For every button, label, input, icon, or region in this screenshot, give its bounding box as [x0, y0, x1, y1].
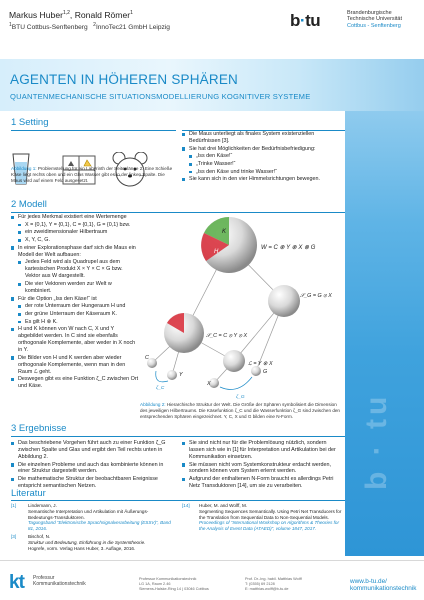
list-item: Das beschriebene Vorgehen führt auch zu einer Funktion ζ_G zwischen Spalte und Glas und ergibt den Teil rechts unten in Abbildung 2. — [11, 440, 171, 461]
list-item: Die vier Vektoren werden zur Welt w kombiniert. — [11, 281, 139, 295]
label-zg: ζ_G — [236, 395, 245, 400]
label-k: K — [222, 229, 227, 235]
list-item: Die Bilder von H und K werden aber wieder orthogonale Komplemente, wenn man in den Raum ℒ geht. — [11, 355, 139, 376]
btu-logo-text: Brandenburgische Technische Universität Cottbus - Senftenberg — [347, 10, 403, 29]
label-sc: 𝒮_C = C ⊗ Y ⊗ X — [206, 333, 248, 339]
footer-contact: Prof. Dr.-Ing. habil. Matthias Wolff T: (0355) 69 2128 E: matthias.wolff@b-tu.de — [245, 577, 302, 591]
list-item: Die Maus unterliegt als finales System existenziellen Bedürfnissen [3]. — [182, 131, 342, 145]
list-item: X, Y, C, G. — [11, 237, 139, 244]
list-item: Jedes Feld wird als Quadrupel aus dem kartesischen Produkt X × Y × C × G bzw. Vektor aus W dargestellt. — [11, 259, 139, 280]
list-item: Sie hat drei Möglichkeiten der Bedürfnisbefriedigung: — [182, 146, 342, 153]
author-line: Markus Huber$^{1,2}$, Ronald Römer$^1$ — [9, 10, 133, 20]
chair-name: Professur Kommunikationstechnik — [33, 575, 86, 588]
sphere-sg — [268, 285, 300, 317]
section-title-setting: 1 Setting — [11, 117, 49, 128]
figure-2-caption: Abbildung 2: Hierarchische Struktur der Welt. Die Größe der Sphären symbolisiert die Dimension des jeweiligen Hilbertraums. Die Käsefunktion ζ_C und die Wasserfunktion ζ_G sind zwischen den entsprechenden Sphären eingezeichnet. Y, C, X und G bilden eine N-Form. — [140, 402, 340, 419]
model-bullets — [11, 214, 139, 391]
label-l: ℒ = Y ⊗ X — [248, 361, 273, 367]
sphere-l — [223, 350, 245, 372]
sphere-g — [251, 366, 261, 376]
list-item: In einer Explorationsphase darf sich die Maus ein Modell der Welt aufbauen: — [11, 245, 139, 259]
setting-bullets — [182, 131, 342, 184]
btu-logo — [290, 9, 415, 49]
label-h: H — [214, 249, 219, 255]
sphere-w — [201, 217, 257, 273]
list-item: Für jedes Merkmal existiert eine Wertemenge — [11, 214, 139, 221]
results-left-bullets — [11, 440, 171, 491]
list-item: der rote Unterraum der Hungeraum H und — [11, 303, 139, 310]
list-item: Für die Option „Iss den Käse!“ ist — [11, 296, 139, 303]
footer-rule — [0, 560, 424, 561]
section-rule — [11, 500, 345, 501]
sphere-sc — [164, 313, 204, 353]
list-item: „Iss den Käse!“ — [182, 153, 342, 160]
website-link[interactable]: www.b-tu.de/ kommunikationstechnik — [350, 578, 417, 593]
poster-title: AGENTEN IN HÖHEREN SPHÄREN — [10, 72, 238, 87]
btu-logo-mark: b·tu — [290, 11, 321, 30]
list-item: Sie kann sich in den vier Himmelsrichtungen bewegen. — [182, 176, 342, 183]
section-title-results: 3 Ergebnisse — [11, 423, 67, 434]
list-item: X = {0,1}, Y = {0,1}, C = {0,1}, G = {0,1} bzw. — [11, 222, 139, 229]
figure-1-caption: Abbildung 1: Problemstellung für ein Labyrinth der Seitenlänge 2: Eine Schieße Käse liegt rechts oben und ein Glas Wasser gibt es in der linken Spalte. Die Maus wird auf einem Feld ausgesetzt. — [11, 166, 173, 183]
label-sg: 𝒮_G = G ⊗ X — [300, 293, 332, 299]
reference-item: [1] Lindemann, J. Semantische Interpretation und Artikulation mit Äußerungs-Bedeutungs-Transduktoren. Tagungsband “Elektronische Sprachsignalverarbeitung (ESSV)”, Band 81, 2016. — [11, 503, 171, 532]
reference-item: [3] Bischof, N. Struktur und Bedeutung, Einführung in die Systemtheorie. Hogrefe, vorm. Verlag Hans Huber, 3. Auflage, 2016. — [11, 534, 146, 551]
list-item: Sie müssen nicht vom Systemkonstrukteur erdacht werden, sondern können vom System erlernt werden. — [182, 462, 342, 476]
list-item: Die einzelnen Probleme und auch das kombinierte können in einer Struktur dargestellt werden. — [11, 462, 171, 476]
label-w: W = C ⊗ Y ⊗ X ⊗ G — [261, 245, 316, 251]
poster-subtitle: QUANTENMECHANISCHE SITUATIONSMODELLIERUNG KOGNITIVER SYSTEME — [10, 92, 311, 101]
list-item: „Iss den Käse und trinke Wasser!“ — [182, 169, 342, 176]
hierarchy-diagram — [134, 213, 349, 401]
sphere-y — [167, 370, 177, 380]
label-zc: ζ_C — [156, 386, 165, 391]
list-item: Sie sind nicht nur für die Problemlösung nützlich, sondern lassen sich wie in [1] für Interpretation und Artikulation bei der Kommunikation einsetzen. — [182, 440, 342, 461]
section-title-literature: Literatur — [11, 488, 46, 499]
label-y: Y — [179, 372, 183, 378]
list-item: H und K können von W nach C, X und Y abgebildet werden. In C sind sie ebenfalls orthogonale Komplemente, aber weder in X noch in Y. — [11, 326, 139, 354]
section-rule — [11, 436, 345, 437]
list-item: Aufgrund der enthaltenen N-Form braucht es allerdings Petri Netz Transduktoren [14], um sie zu verarbeiten. — [182, 476, 342, 490]
reference-item: [14] Huber, M. and Wolff, M. Segmenting Sequences Semantically. Using Petri Net Transducers for the Translation from Sequential Data to Non-Sequential Models. Proceedings of “International Workshop on Algorithms & Theories for the Analysis of Event Data (ATAED)”, volume 1847, 2017. — [182, 503, 342, 532]
list-item: Die mathematische Struktur der beobachtbaren Ereignisse entspricht semantischen Netzen. — [11, 476, 171, 490]
affiliation-line: $^1$BTU Cottbus-Senftenberg $^2$InnoTec21 GmbH Leipzig — [9, 22, 170, 32]
list-item: „Trinke Wasser!“ — [182, 161, 342, 168]
label-g: G — [263, 369, 268, 375]
results-right-bullets — [182, 440, 342, 491]
zg-arc — [220, 377, 252, 389]
kt-logo: kt — [9, 572, 24, 593]
footer-address: Professur Kommunikationstechnik LG 1A, Raum 2.46 Siemens-Halske-Ring 14 | 03046 Cottbus — [139, 577, 209, 591]
section-title-model: 2 Modell — [11, 199, 47, 210]
label-c: C — [145, 355, 149, 361]
label-x: X — [207, 381, 211, 387]
list-item: Es gilt H ⊗ K. — [11, 319, 139, 326]
section-rule — [11, 130, 176, 131]
list-item: ein zweidimensionaler Hilbertraum — [11, 229, 139, 236]
side-watermark: b · tu — [360, 392, 393, 490]
zc-arc — [156, 371, 168, 382]
list-item: Deswegen gibt es eine Funktion ζ_C zwischen Ort und Käse. — [11, 376, 139, 390]
list-item: der grüne Unterraum der Käseraum K. — [11, 311, 139, 318]
